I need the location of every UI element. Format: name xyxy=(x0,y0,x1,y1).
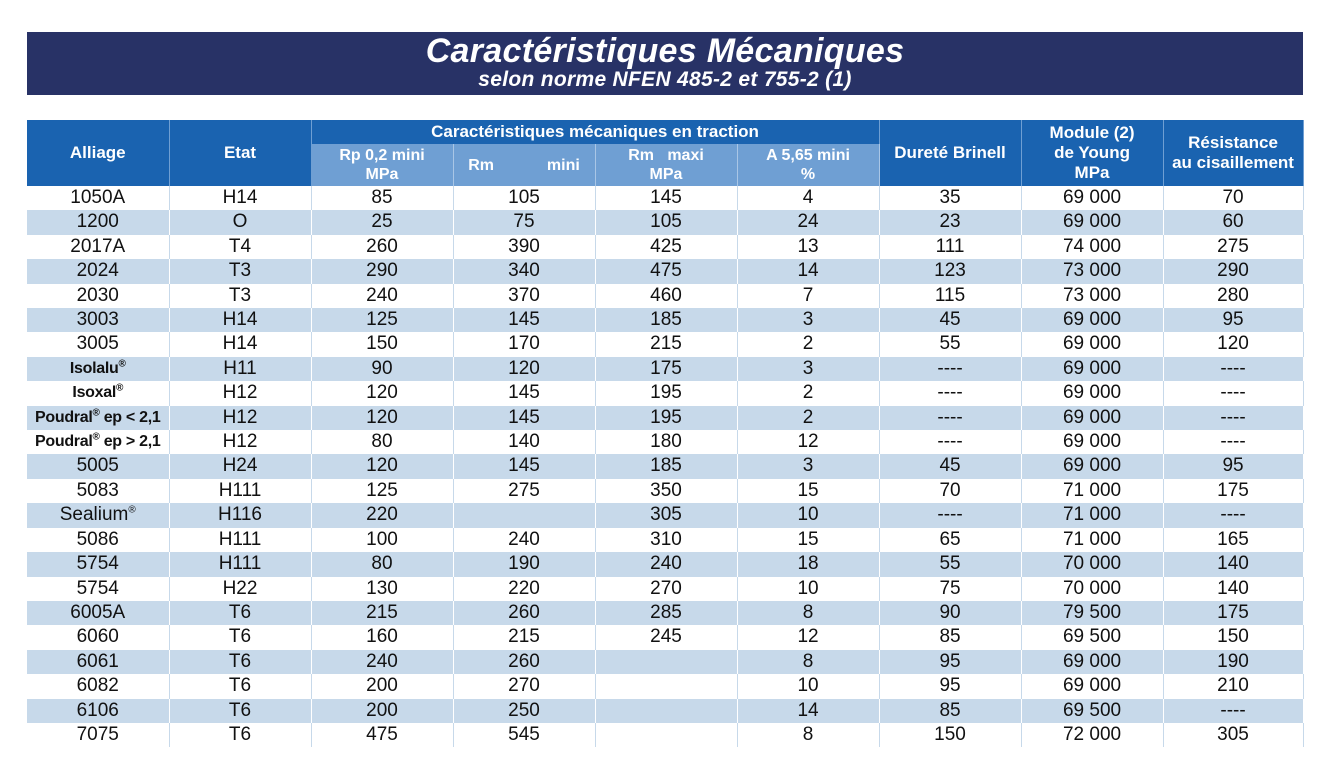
cell-durete: 23 xyxy=(879,210,1021,234)
table-row xyxy=(27,503,1303,527)
cell-module: 69 000 xyxy=(1021,381,1163,405)
a-line2: % xyxy=(800,166,816,183)
cell-elongation: 8 xyxy=(737,723,879,747)
table-row xyxy=(27,430,1303,454)
alloy-name: 6060 xyxy=(76,626,119,648)
resist-line2: au cisaillement xyxy=(1172,153,1294,172)
cell-rm-mini: 170 xyxy=(453,332,595,356)
cell-resistance: 275 xyxy=(1163,235,1303,259)
cell-rm-maxi: 215 xyxy=(595,332,737,356)
cell-module: 70 000 xyxy=(1021,552,1163,576)
cell-rp: 200 xyxy=(311,699,453,723)
page-subtitle: selon norme NFEN 485-2 et 755-2 (1) xyxy=(478,68,852,91)
cell-rp: 150 xyxy=(311,332,453,356)
cell-rm-mini: 105 xyxy=(453,186,595,210)
table-row xyxy=(27,186,1303,210)
cell-rm-mini: 145 xyxy=(453,454,595,478)
module-line3: MPa xyxy=(1074,163,1110,182)
resist-line1: Résistance xyxy=(1188,133,1278,152)
alloy-name: 6061 xyxy=(76,650,119,672)
cell-rp: 85 xyxy=(311,186,453,210)
cell-resistance: 190 xyxy=(1163,650,1303,674)
cell-durete: 45 xyxy=(879,454,1021,478)
cell-rm-mini: 145 xyxy=(453,308,595,332)
cell-elongation: 12 xyxy=(737,430,879,454)
table-row xyxy=(27,723,1303,747)
cell-rp: 260 xyxy=(311,235,453,259)
cell-etat: H11 xyxy=(169,357,311,381)
table-row xyxy=(27,357,1303,381)
cell-alliage xyxy=(27,430,169,454)
module-line1: Module (2) xyxy=(1049,123,1135,142)
cell-module: 69 000 xyxy=(1021,210,1163,234)
cell-resistance: 210 xyxy=(1163,674,1303,698)
table-row xyxy=(27,284,1303,308)
col-header-etat: Etat xyxy=(169,120,311,186)
cell-module: 73 000 xyxy=(1021,284,1163,308)
cell-alliage xyxy=(27,308,169,332)
cell-rm-mini: 260 xyxy=(453,650,595,674)
cell-alliage xyxy=(27,552,169,576)
cell-rm-maxi: 285 xyxy=(595,601,737,625)
cell-rm-mini: 145 xyxy=(453,406,595,430)
cell-resistance: 95 xyxy=(1163,308,1303,332)
cell-durete: 95 xyxy=(879,674,1021,698)
cell-resistance: ---- xyxy=(1163,406,1303,430)
cell-alliage xyxy=(27,284,169,308)
cell-alliage xyxy=(27,186,169,210)
cell-etat: H14 xyxy=(169,308,311,332)
cell-resistance: 280 xyxy=(1163,284,1303,308)
cell-etat: T6 xyxy=(169,723,311,747)
cell-etat: H116 xyxy=(169,503,311,527)
cell-etat: T6 xyxy=(169,601,311,625)
cell-elongation: 24 xyxy=(737,210,879,234)
cell-durete: 123 xyxy=(879,259,1021,283)
page-title: Caractéristiques Mécaniques xyxy=(425,32,905,70)
cell-rp: 125 xyxy=(311,479,453,503)
cell-rp: 80 xyxy=(311,430,453,454)
table-row xyxy=(27,332,1303,356)
cell-durete: 70 xyxy=(879,479,1021,503)
mechanical-properties-table xyxy=(27,120,1304,747)
cell-rm-maxi: 180 xyxy=(595,430,737,454)
cell-elongation: 14 xyxy=(737,699,879,723)
cell-rm-mini: 260 xyxy=(453,601,595,625)
registered-mark: ® xyxy=(128,504,136,516)
a-line1: A 5,65 mini xyxy=(766,147,850,164)
cell-rm-maxi: 195 xyxy=(595,381,737,405)
cell-rp: 240 xyxy=(311,650,453,674)
cell-rp: 90 xyxy=(311,357,453,381)
alloy-name: 1050A xyxy=(70,187,126,208)
cell-resistance: 60 xyxy=(1163,210,1303,234)
cell-rp: 25 xyxy=(311,210,453,234)
col-header-rm-maxi xyxy=(595,144,737,186)
cell-elongation: 2 xyxy=(737,381,879,405)
cell-resistance: 175 xyxy=(1163,479,1303,503)
cell-elongation: 18 xyxy=(737,552,879,576)
table-row xyxy=(27,308,1303,332)
cell-elongation: 4 xyxy=(737,186,879,210)
cell-rm-mini: 275 xyxy=(453,479,595,503)
cell-alliage xyxy=(27,381,169,405)
cell-elongation: 12 xyxy=(737,625,879,649)
table-row xyxy=(27,674,1303,698)
cell-rm-maxi: 310 xyxy=(595,528,737,552)
table-row xyxy=(27,235,1303,259)
cell-rm-maxi: 270 xyxy=(595,577,737,601)
cell-elongation: 3 xyxy=(737,357,879,381)
table-row xyxy=(27,454,1303,478)
cell-elongation: 3 xyxy=(737,308,879,332)
registered-mark: ® xyxy=(92,431,100,443)
alloy-name: 2017A xyxy=(70,235,126,257)
cell-etat: T6 xyxy=(169,674,311,698)
alloy-name: Sealium xyxy=(59,504,129,526)
rp-line2: MPa xyxy=(365,166,399,183)
cell-durete: ---- xyxy=(879,503,1021,527)
cell-resistance: ---- xyxy=(1163,699,1303,723)
cell-rm-maxi: 425 xyxy=(595,235,737,259)
cell-rm-mini: 370 xyxy=(453,284,595,308)
cell-alliage xyxy=(27,601,169,625)
cell-durete: 90 xyxy=(879,601,1021,625)
cell-durete: 150 xyxy=(879,723,1021,747)
alloy-name: 2024 xyxy=(76,260,119,282)
cell-alliage xyxy=(27,650,169,674)
cell-durete: ---- xyxy=(879,381,1021,405)
cell-rp: 240 xyxy=(311,284,453,308)
cell-rp: 120 xyxy=(311,381,453,405)
alloy-name: Poudral xyxy=(35,433,93,451)
cell-resistance: ---- xyxy=(1163,381,1303,405)
cell-etat: H14 xyxy=(169,186,311,210)
cell-module: 69 500 xyxy=(1021,699,1163,723)
cell-rm-maxi: 460 xyxy=(595,284,737,308)
cell-durete: 75 xyxy=(879,577,1021,601)
table-row xyxy=(27,577,1303,601)
cell-etat: T3 xyxy=(169,284,311,308)
cell-rm-mini: 270 xyxy=(453,674,595,698)
alloy-suffix: ep < 2,1 xyxy=(99,408,161,426)
cell-elongation: 10 xyxy=(737,674,879,698)
cell-rm-maxi: 105 xyxy=(595,210,737,234)
cell-etat: T6 xyxy=(169,625,311,649)
cell-resistance: 70 xyxy=(1163,186,1303,210)
module-line2: de Young xyxy=(1054,143,1130,162)
cell-module: 73 000 xyxy=(1021,259,1163,283)
cell-etat: H24 xyxy=(169,454,311,478)
cell-module: 79 500 xyxy=(1021,601,1163,625)
cell-elongation: 8 xyxy=(737,601,879,625)
cell-durete: 85 xyxy=(879,625,1021,649)
cell-elongation: 8 xyxy=(737,650,879,674)
cell-resistance: ---- xyxy=(1163,357,1303,381)
cell-etat: T3 xyxy=(169,259,311,283)
cell-rm-maxi: 475 xyxy=(595,259,737,283)
cell-etat: H111 xyxy=(169,479,311,503)
cell-alliage xyxy=(27,357,169,381)
cell-durete: 85 xyxy=(879,699,1021,723)
cell-durete: 35 xyxy=(879,186,1021,210)
cell-alliage xyxy=(27,577,169,601)
cell-resistance: 150 xyxy=(1163,625,1303,649)
alloy-name: Isolalu xyxy=(69,359,119,377)
cell-alliage xyxy=(27,479,169,503)
col-group-traction: Caractéristiques mécaniques en traction xyxy=(311,120,879,144)
alloy-name: 1200 xyxy=(76,211,119,233)
alloy-name: 5754 xyxy=(76,553,119,575)
cell-module: 69 000 xyxy=(1021,308,1163,332)
cell-rp: 130 xyxy=(311,577,453,601)
cell-module: 69 000 xyxy=(1021,454,1163,478)
cell-rm-mini: 215 xyxy=(453,625,595,649)
registered-mark: ® xyxy=(118,358,126,370)
cell-rp: 290 xyxy=(311,259,453,283)
alloy-name: Poudral xyxy=(35,408,93,426)
cell-resistance: 140 xyxy=(1163,552,1303,576)
cell-module: 69 000 xyxy=(1021,674,1163,698)
cell-rm-maxi: 305 xyxy=(595,503,737,527)
title-banner xyxy=(27,32,1303,95)
cell-module: 71 000 xyxy=(1021,479,1163,503)
registered-mark: ® xyxy=(92,407,100,419)
cell-elongation: 15 xyxy=(737,528,879,552)
cell-rm-maxi: 350 xyxy=(595,479,737,503)
cell-etat: H111 xyxy=(169,552,311,576)
col-header-resistance xyxy=(1163,120,1303,186)
cell-rm-mini: 240 xyxy=(453,528,595,552)
rm-maxi-line1: Rm maxi xyxy=(628,147,704,164)
cell-alliage xyxy=(27,528,169,552)
cell-rp: 120 xyxy=(311,406,453,430)
cell-module: 74 000 xyxy=(1021,235,1163,259)
cell-rp: 160 xyxy=(311,625,453,649)
cell-resistance: 95 xyxy=(1163,454,1303,478)
alloy-name: 5086 xyxy=(76,528,119,550)
cell-rm-mini: 75 xyxy=(453,210,595,234)
rm-mini-a: Rm xyxy=(468,156,494,174)
cell-rm-mini: 120 xyxy=(453,357,595,381)
cell-rm-mini xyxy=(453,503,595,527)
cell-rp: 475 xyxy=(311,723,453,747)
cell-resistance: 120 xyxy=(1163,332,1303,356)
table-row xyxy=(27,601,1303,625)
cell-durete: 45 xyxy=(879,308,1021,332)
alloy-name: 6082 xyxy=(76,675,119,697)
cell-durete: ---- xyxy=(879,430,1021,454)
col-header-alliage: Alliage xyxy=(27,120,169,186)
cell-rm-mini: 545 xyxy=(453,723,595,747)
cell-etat: H12 xyxy=(169,406,311,430)
col-header-elongation xyxy=(737,144,879,186)
table-row xyxy=(27,210,1303,234)
cell-durete: 55 xyxy=(879,332,1021,356)
cell-rm-maxi xyxy=(595,674,737,698)
cell-rp: 200 xyxy=(311,674,453,698)
cell-rm-mini: 145 xyxy=(453,381,595,405)
cell-resistance: 165 xyxy=(1163,528,1303,552)
cell-etat: O xyxy=(169,210,311,234)
alloy-name: 5005 xyxy=(76,455,119,477)
table-row xyxy=(27,479,1303,503)
table-row xyxy=(27,381,1303,405)
cell-alliage xyxy=(27,723,169,747)
cell-rp: 100 xyxy=(311,528,453,552)
rm-maxi-line2: MPa xyxy=(649,166,683,183)
rm-mini-b: mini xyxy=(546,156,580,174)
cell-rp: 125 xyxy=(311,308,453,332)
cell-elongation: 2 xyxy=(737,406,879,430)
cell-elongation: 10 xyxy=(737,503,879,527)
cell-durete: 95 xyxy=(879,650,1021,674)
cell-alliage xyxy=(27,259,169,283)
cell-rm-mini: 390 xyxy=(453,235,595,259)
cell-alliage xyxy=(27,210,169,234)
cell-rp: 120 xyxy=(311,454,453,478)
cell-module: 71 000 xyxy=(1021,528,1163,552)
cell-module: 69 000 xyxy=(1021,357,1163,381)
cell-resistance: 290 xyxy=(1163,259,1303,283)
table-row xyxy=(27,406,1303,430)
alloy-name: 2030 xyxy=(76,284,119,306)
alloy-name: Isoxal xyxy=(72,384,116,402)
cell-durete: 115 xyxy=(879,284,1021,308)
table-row xyxy=(27,650,1303,674)
cell-rm-maxi: 240 xyxy=(595,552,737,576)
cell-alliage xyxy=(27,699,169,723)
cell-rm-maxi: 245 xyxy=(595,625,737,649)
cell-etat: T4 xyxy=(169,235,311,259)
rp-line1: Rp 0,2 mini xyxy=(339,147,425,164)
cell-rm-mini: 140 xyxy=(453,430,595,454)
cell-module: 71 000 xyxy=(1021,503,1163,527)
cell-resistance: 305 xyxy=(1163,723,1303,747)
cell-elongation: 7 xyxy=(737,284,879,308)
cell-durete: ---- xyxy=(879,406,1021,430)
cell-module: 69 500 xyxy=(1021,625,1163,649)
cell-elongation: 15 xyxy=(737,479,879,503)
cell-alliage xyxy=(27,235,169,259)
cell-resistance: ---- xyxy=(1163,430,1303,454)
cell-alliage xyxy=(27,454,169,478)
col-header-module xyxy=(1021,120,1163,186)
cell-durete: 55 xyxy=(879,552,1021,576)
table-body xyxy=(27,186,1303,747)
alloy-name: 5083 xyxy=(76,479,119,501)
cell-etat: H22 xyxy=(169,577,311,601)
cell-resistance: 175 xyxy=(1163,601,1303,625)
cell-durete: 65 xyxy=(879,528,1021,552)
cell-etat: T6 xyxy=(169,699,311,723)
cell-etat: H14 xyxy=(169,332,311,356)
alloy-name: 6106 xyxy=(76,699,119,721)
cell-resistance: ---- xyxy=(1163,503,1303,527)
cell-rp: 80 xyxy=(311,552,453,576)
cell-etat: H12 xyxy=(169,430,311,454)
cell-rm-maxi: 145 xyxy=(595,186,737,210)
cell-module: 69 000 xyxy=(1021,406,1163,430)
cell-etat: T6 xyxy=(169,650,311,674)
cell-module: 69 000 xyxy=(1021,332,1163,356)
cell-module: 69 000 xyxy=(1021,186,1163,210)
alloy-suffix: ep > 2,1 xyxy=(99,433,161,451)
alloy-name: 7075 xyxy=(76,723,119,745)
cell-durete: 111 xyxy=(879,235,1021,259)
cell-alliage xyxy=(27,503,169,527)
col-header-durete: Dureté Brinell xyxy=(879,120,1021,186)
cell-durete: ---- xyxy=(879,357,1021,381)
table-row xyxy=(27,625,1303,649)
cell-rm-mini: 220 xyxy=(453,577,595,601)
cell-rm-mini: 340 xyxy=(453,259,595,283)
cell-etat: H111 xyxy=(169,528,311,552)
cell-elongation: 3 xyxy=(737,454,879,478)
cell-elongation: 13 xyxy=(737,235,879,259)
cell-rp: 215 xyxy=(311,601,453,625)
cell-resistance: 140 xyxy=(1163,577,1303,601)
alloy-name: 5754 xyxy=(76,577,119,599)
alloy-name: 3005 xyxy=(76,333,119,355)
table-row xyxy=(27,552,1303,576)
cell-module: 69 000 xyxy=(1021,430,1163,454)
cell-rm-maxi: 185 xyxy=(595,454,737,478)
cell-rm-mini: 190 xyxy=(453,552,595,576)
cell-etat: H12 xyxy=(169,381,311,405)
col-header-rp xyxy=(311,144,453,186)
cell-alliage xyxy=(27,332,169,356)
cell-rm-maxi xyxy=(595,650,737,674)
cell-elongation: 10 xyxy=(737,577,879,601)
cell-rm-maxi: 195 xyxy=(595,406,737,430)
cell-alliage xyxy=(27,674,169,698)
registered-mark: ® xyxy=(115,382,124,394)
cell-alliage xyxy=(27,406,169,430)
cell-elongation: 14 xyxy=(737,259,879,283)
cell-module: 72 000 xyxy=(1021,723,1163,747)
cell-module: 69 000 xyxy=(1021,650,1163,674)
cell-rm-maxi xyxy=(595,699,737,723)
cell-rm-maxi xyxy=(595,723,737,747)
cell-rp: 220 xyxy=(311,503,453,527)
cell-rm-maxi: 185 xyxy=(595,308,737,332)
cell-module: 70 000 xyxy=(1021,577,1163,601)
alloy-name: 6005A xyxy=(70,601,126,623)
cell-elongation: 2 xyxy=(737,332,879,356)
cell-alliage xyxy=(27,625,169,649)
table-row xyxy=(27,259,1303,283)
cell-rm-mini: 250 xyxy=(453,699,595,723)
col-header-rm-mini xyxy=(453,144,595,186)
cell-rm-maxi: 175 xyxy=(595,357,737,381)
alloy-name: 3003 xyxy=(76,309,119,331)
table-row xyxy=(27,528,1303,552)
table-row xyxy=(27,699,1303,723)
